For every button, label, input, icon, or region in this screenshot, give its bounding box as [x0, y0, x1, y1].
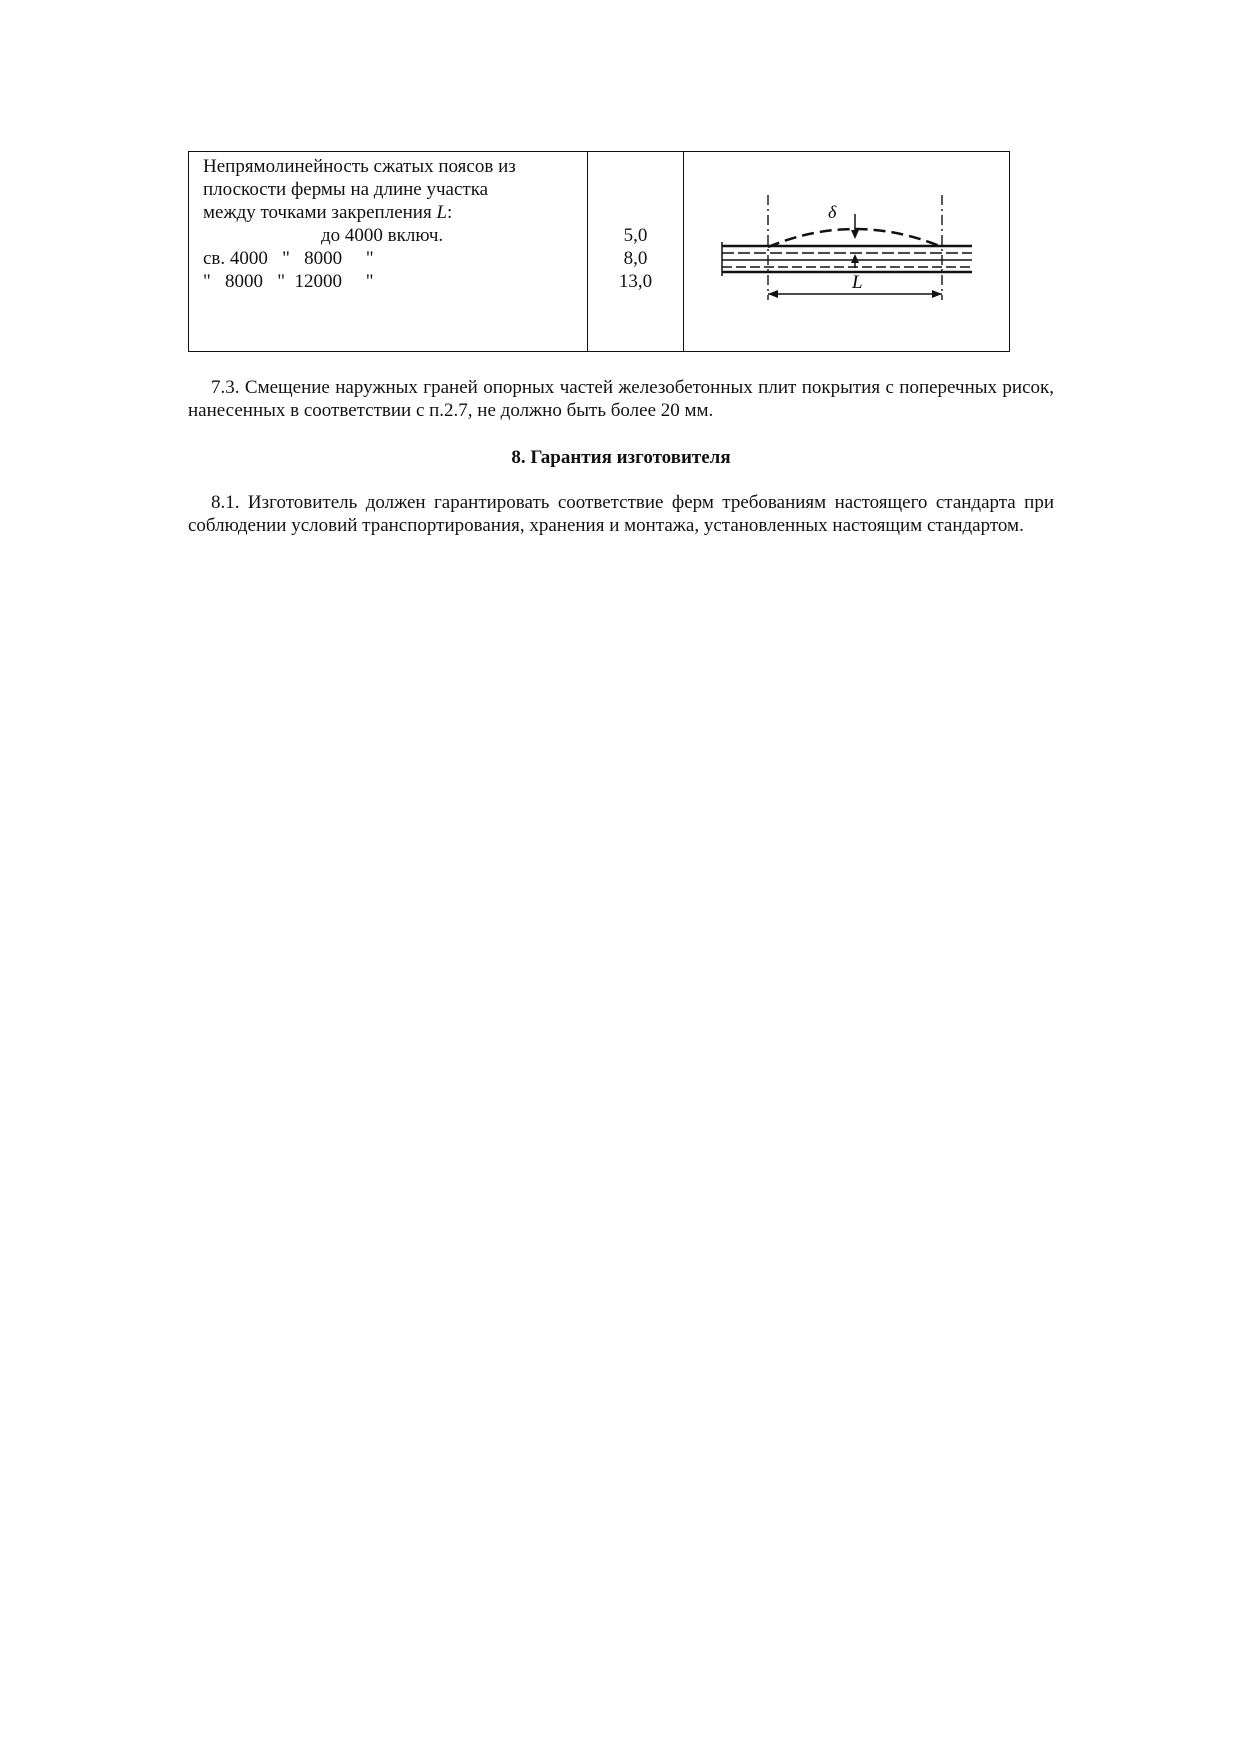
- deviation-label: δ: [828, 202, 837, 222]
- description-text: [189, 152, 587, 293]
- paragraph-8-1: 8.1. Изготовитель должен гарантировать соответствие ферм требованиям настоящего стандарта при соблюдении условий транспортирования, хранения и монтажа, установленных настоящим стандартом.: [188, 492, 1054, 536]
- table-row: [189, 152, 1010, 352]
- range-line: св. 4000 " 8000 ": [203, 248, 374, 269]
- chord-deviation-diagram: [702, 190, 972, 310]
- deviation-arrowhead-top: [851, 230, 859, 239]
- values-cell: [588, 152, 684, 352]
- description-line: между точками закрепления L:: [203, 202, 453, 223]
- length-arrowhead-left: [768, 290, 778, 298]
- length-arrowhead-right: [932, 290, 942, 298]
- tolerance-values: [588, 152, 683, 293]
- section-8-heading: 8. Гарантия изготовителя: [511, 447, 731, 468]
- figure-cell: [684, 152, 1010, 352]
- tolerance-value: 8,0: [623, 248, 648, 269]
- tolerance-value: 5,0: [623, 225, 648, 246]
- tolerance-table: [188, 151, 1010, 352]
- range-line: до 4000 включ.: [321, 225, 444, 246]
- paragraph-7-3: 7.3. Смещение наружных граней опорных частей железобетонных плит покрытия с поперечных рисок, нанесенных в соответствии с п.2.7, не должно быть более 20 мм.: [188, 377, 1054, 421]
- tolerance-value: 13,0: [618, 271, 653, 292]
- length-variable: L: [436, 202, 448, 223]
- description-line: плоскости фермы на длине участка: [203, 179, 489, 200]
- description-line: Непрямолинейность сжатых поясов из: [203, 156, 516, 177]
- description-cell: [189, 152, 588, 352]
- range-line: " 8000 " 12000 ": [203, 271, 374, 292]
- deviation-arrowhead-bottom: [851, 254, 859, 263]
- length-label: L: [852, 272, 863, 293]
